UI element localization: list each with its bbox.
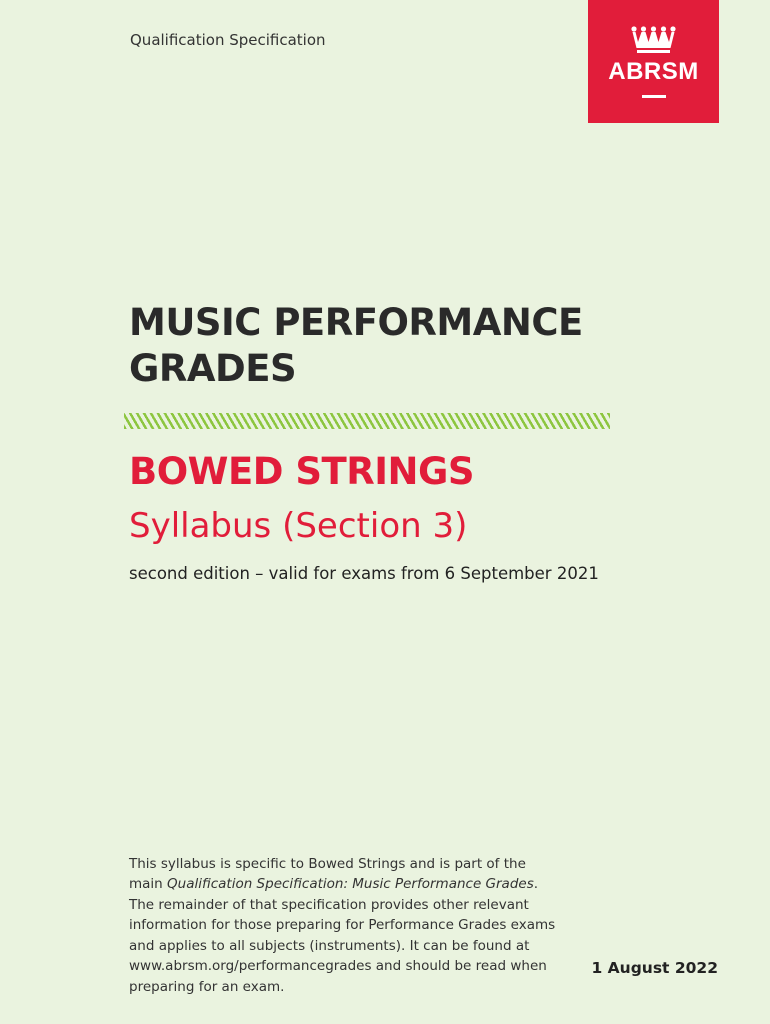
document-type-label: Qualification Specification	[130, 31, 326, 49]
edition-note: second edition – valid for exams from 6 September 2021	[129, 564, 599, 583]
main-title-line-2: GRADES	[129, 347, 297, 390]
subject-title: BOWED STRINGS	[129, 450, 474, 493]
syllabus-subtitle: Syllabus (Section 3)	[129, 506, 468, 546]
abrsm-logo	[588, 0, 719, 123]
intro-paragraph	[129, 854, 559, 998]
main-title-line-1: MUSIC PERFORMANCE	[129, 301, 583, 344]
hatched-divider	[124, 413, 610, 429]
main-title	[129, 300, 583, 392]
intro-text-part-1: This syllabus is specific to Bowed Strings and is part of the main	[129, 855, 526, 892]
intro-emphasis: Qualification Specification: Music Performance Grades	[167, 876, 534, 892]
logo-wordmark: ABRSM	[608, 58, 699, 85]
logo-underline	[642, 95, 666, 98]
crown-icon	[631, 26, 676, 54]
intro-text-part-2: . The remainder of that specification provides other relevant information for those preparing for Performance Grades exams and applies to all subjects (instruments). It can be found at www.abrsm.org/performancegrades and should be read when preparing for an exam.	[129, 876, 556, 995]
publication-date: 1 August 2022	[591, 959, 718, 977]
